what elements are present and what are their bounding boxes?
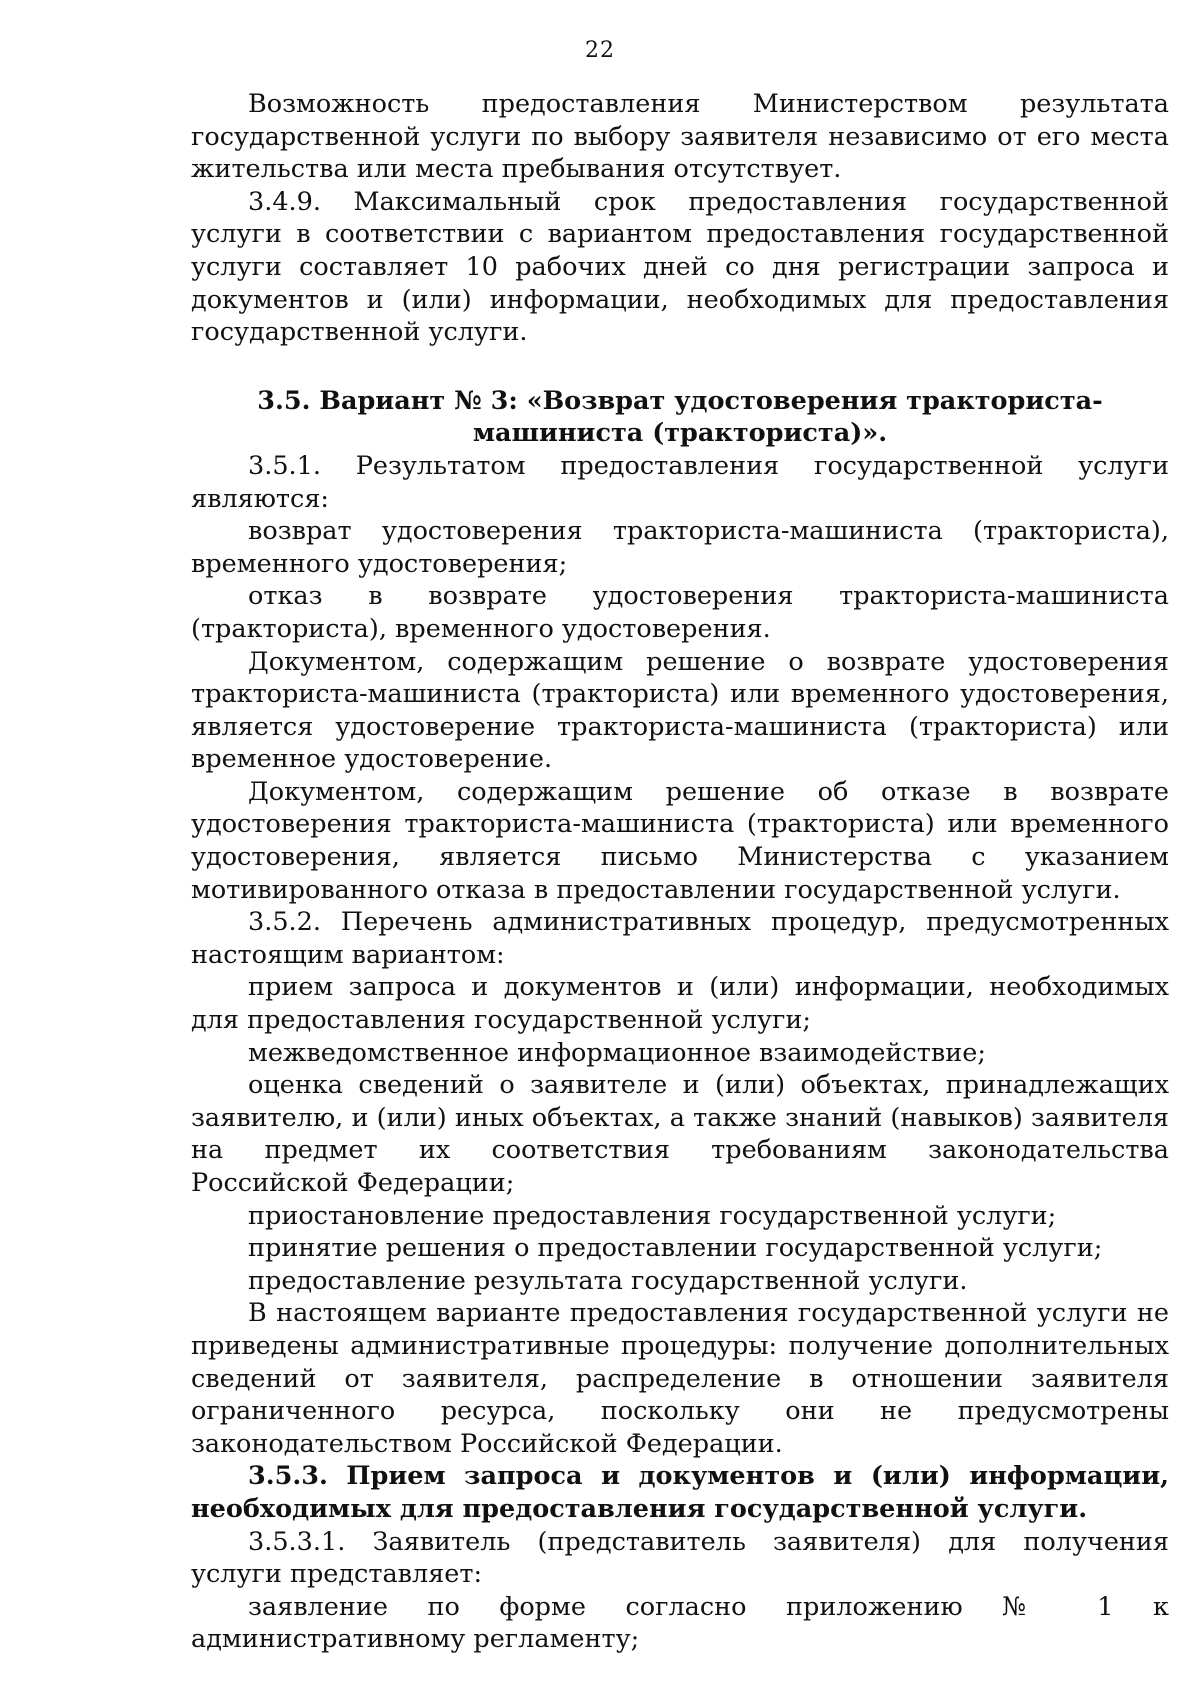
paragraph-return-result: возврат удостоверения тракториста-машиниста (тракториста), временного удостоверения; (191, 516, 1169, 579)
paragraph-refusal-decision-document: Документом, содержащим решение об отказе в возврате удостоверения тракториста-машиниста (тракториста) или временного удостоверения, является письмо Министерства с указанием мотивированного отказа в предоставлении государственной услуги. (191, 776, 1169, 905)
subheading-3-5-3: 3.5.3. Прием запроса и документов и (или) информации, необходимых для предоставления государственной услуги. (191, 1461, 1169, 1524)
page-number: 22 (585, 38, 615, 63)
document-body (191, 88, 1169, 1656)
list-item-procedure-5: принятие решения о предоставлении государственной услуги; (248, 1233, 1103, 1264)
paragraph-not-included-procedures: В настоящем варианте предоставления государственной услуги не приведены административные процедуры: получение дополнительных сведений от заявителя, распределение в отношении заявителя ограниченного ресурса, поскольку они не предусмотрены законодательством Российской Федерации. (191, 1298, 1169, 1459)
section-heading-3-5: 3.5. Вариант № 3: «Возврат удостоверения тракториста-машиниста (тракториста)». (257, 385, 1103, 449)
paragraph-3-5-2: 3.5.2. Перечень административных процедур, предусмотренных настоящим вариантом: (191, 907, 1169, 970)
paragraph-place-of-residence: Возможность предоставления Министерством результата государственной услуги по выбору заявителя независимо от его места жительства или места пребывания отсутствует. (191, 89, 1169, 185)
list-item-procedure-6: предоставление результата государственной услуги. (248, 1265, 968, 1296)
paragraph-return-decision-document: Документом, содержащим решение о возврате удостоверения тракториста-машиниста (тракториста) или временного удостоверения, является удостоверение тракториста-машиниста (тракториста) или временное удостоверение. (191, 646, 1169, 775)
list-item-procedure-4: приостановление предоставления государственной услуги; (248, 1200, 1057, 1231)
list-item-procedure-3: оценка сведений о заявителе и (или) объектах, принадлежащих заявителю, и (или) иных объектах, а также знаний (навыков) заявителя на предмет их соответствия требованиям законодательства Российской Федерации; (191, 1070, 1169, 1198)
list-item-application-form: заявление по форме согласно приложению № 1 к административному регламенту; (191, 1591, 1169, 1655)
list-item-procedure-1: прием запроса и документов и (или) информации, необходимых для предоставления государственной услуги; (191, 972, 1169, 1036)
paragraph-3-4-9: 3.4.9. Максимальный срок предоставления государственной услуги в соответствии с вариантом предоставления государственной услуги составляет 10 рабочих дней со дня регистрации запроса и документов и (или) информации, необходимых для предоставления государственной услуги. (191, 186, 1169, 348)
paragraph-3-5-1: 3.5.1. Результатом предоставления государственной услуги являются: (191, 450, 1169, 514)
list-item-procedure-2: межведомственное информационное взаимодействие; (248, 1037, 986, 1068)
paragraph-refusal-result: отказ в возврате удостоверения тракториста-машиниста (тракториста), временного удостоверения. (191, 581, 1169, 644)
paragraph-3-5-3-1: 3.5.3.1. Заявитель (представитель заявителя) для получения услуги представляет: (191, 1526, 1169, 1590)
